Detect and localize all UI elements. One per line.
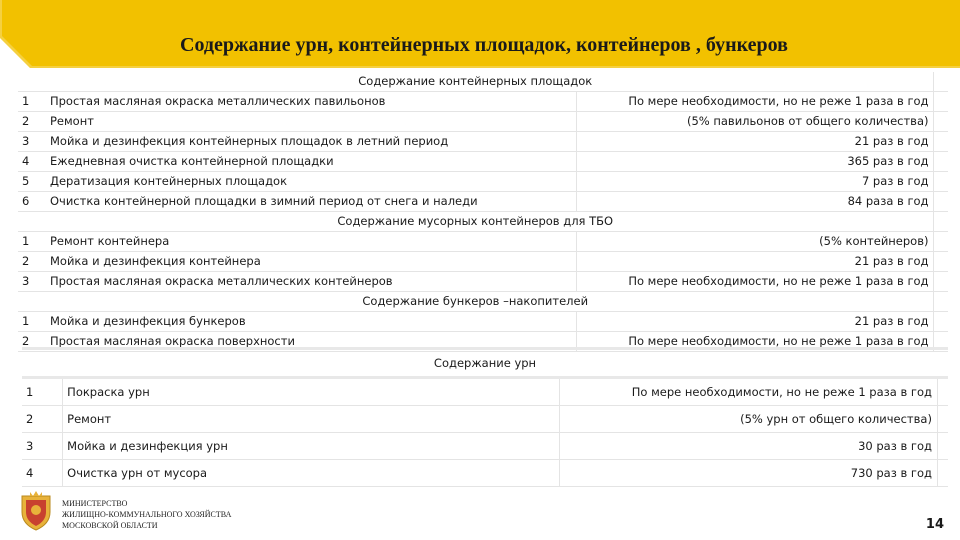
row-number: 4 — [18, 152, 50, 172]
row-name: Мойка и дезинфекция контейнера — [50, 252, 577, 272]
table-row — [22, 460, 948, 487]
title-band — [0, 0, 960, 68]
table-row — [18, 252, 948, 272]
coat-of-arms-icon — [16, 490, 56, 536]
table-row — [22, 378, 948, 406]
row-number: 2 — [18, 112, 50, 132]
table-row — [22, 406, 948, 433]
row-number: 2 — [18, 252, 50, 272]
row-name: Ремонт — [63, 406, 560, 433]
row-name: Покраска урн — [63, 378, 560, 406]
row-name: Простая масляная окраска металлических контейнеров — [50, 272, 577, 292]
row-frequency: 21 раз в год — [577, 312, 933, 332]
row-number: 2 — [22, 406, 63, 433]
row-number: 1 — [22, 378, 63, 406]
row-name: Ремонт контейнера — [50, 232, 577, 252]
section-header-row — [22, 349, 948, 378]
row-number: 6 — [18, 192, 50, 212]
table-row — [18, 172, 948, 192]
row-number: 4 — [22, 460, 63, 487]
row-number: 2 — [18, 332, 50, 352]
table-row — [18, 272, 948, 292]
section-title: Содержание бункеров –накопителей — [18, 292, 933, 312]
urn-table — [22, 347, 948, 487]
row-name: Ежедневная очистка контейнерной площадки — [50, 152, 577, 172]
section-title: Содержание мусорных контейнеров для ТБО — [18, 212, 933, 232]
row-name: Мойка и дезинфекция урн — [63, 433, 560, 460]
page-number: 14 — [925, 517, 944, 532]
table-row — [18, 152, 948, 172]
row-frequency: 7 раз в год — [577, 172, 933, 192]
row-frequency: 21 раз в год — [577, 132, 933, 152]
table-row — [18, 92, 948, 112]
row-frequency: 365 раз в год — [577, 152, 933, 172]
section-header-row — [18, 212, 948, 232]
row-number: 5 — [18, 172, 50, 192]
table-row — [18, 192, 948, 212]
section-title: Содержание контейнерных площадок — [18, 72, 933, 92]
row-frequency: По мере необходимости, но не реже 1 раза в год — [577, 92, 933, 112]
row-number: 1 — [18, 312, 50, 332]
row-frequency: (5% контейнеров) — [577, 232, 933, 252]
page-title: Содержание урн, контейнерных площадок, контейнеров , бункеров — [180, 34, 788, 56]
row-number: 3 — [18, 132, 50, 152]
section-header-row — [18, 72, 948, 92]
row-frequency: По мере необходимости, но не реже 1 раза в год — [560, 378, 938, 406]
table-row — [18, 112, 948, 132]
row-frequency: 30 раз в год — [560, 433, 938, 460]
row-frequency: (5% урн от общего количества) — [560, 406, 938, 433]
row-name: Простая масляная окраска металлических павильонов — [50, 92, 577, 112]
maintenance-table — [18, 72, 948, 352]
ministry-line: МОСКОВСКОЙ ОБЛАСТИ — [62, 521, 158, 530]
row-number: 3 — [18, 272, 50, 292]
section-header-row — [18, 292, 948, 312]
row-number: 1 — [18, 92, 50, 112]
row-name: Дератизация контейнерных площадок — [50, 172, 577, 192]
row-frequency: (5% павильонов от общего количества) — [577, 112, 933, 132]
row-number: 1 — [18, 232, 50, 252]
row-name: Очистка урн от мусора — [63, 460, 560, 487]
table-row — [22, 433, 948, 460]
row-frequency: 730 раз в год — [560, 460, 938, 487]
row-frequency: 84 раза в год — [577, 192, 933, 212]
row-frequency: По мере необходимости, но не реже 1 раза в год — [577, 272, 933, 292]
ministry-name — [62, 498, 231, 531]
table-row — [18, 312, 948, 332]
row-frequency: 21 раз в год — [577, 252, 933, 272]
row-name: Мойка и дезинфекция контейнерных площадок в летний период — [50, 132, 577, 152]
ministry-line: ЖИЛИЩНО-КОММУНАЛЬНОГО ХОЗЯЙСТВА — [62, 510, 232, 519]
table-row — [18, 232, 948, 252]
section-title: Содержание урн — [22, 349, 948, 378]
table-row — [18, 132, 948, 152]
row-name: Ремонт — [50, 112, 577, 132]
row-number: 3 — [22, 433, 63, 460]
row-name: Мойка и дезинфекция бункеров — [50, 312, 577, 332]
row-name: Простая масляная окраска поверхности — [50, 332, 577, 352]
ministry-line: МИНИСТЕРСТВО — [62, 499, 128, 508]
row-name: Очистка контейнерной площадки в зимний период от снега и наледи — [50, 192, 577, 212]
row-frequency: По мере необходимости, но не реже 1 раза в год — [577, 332, 933, 352]
